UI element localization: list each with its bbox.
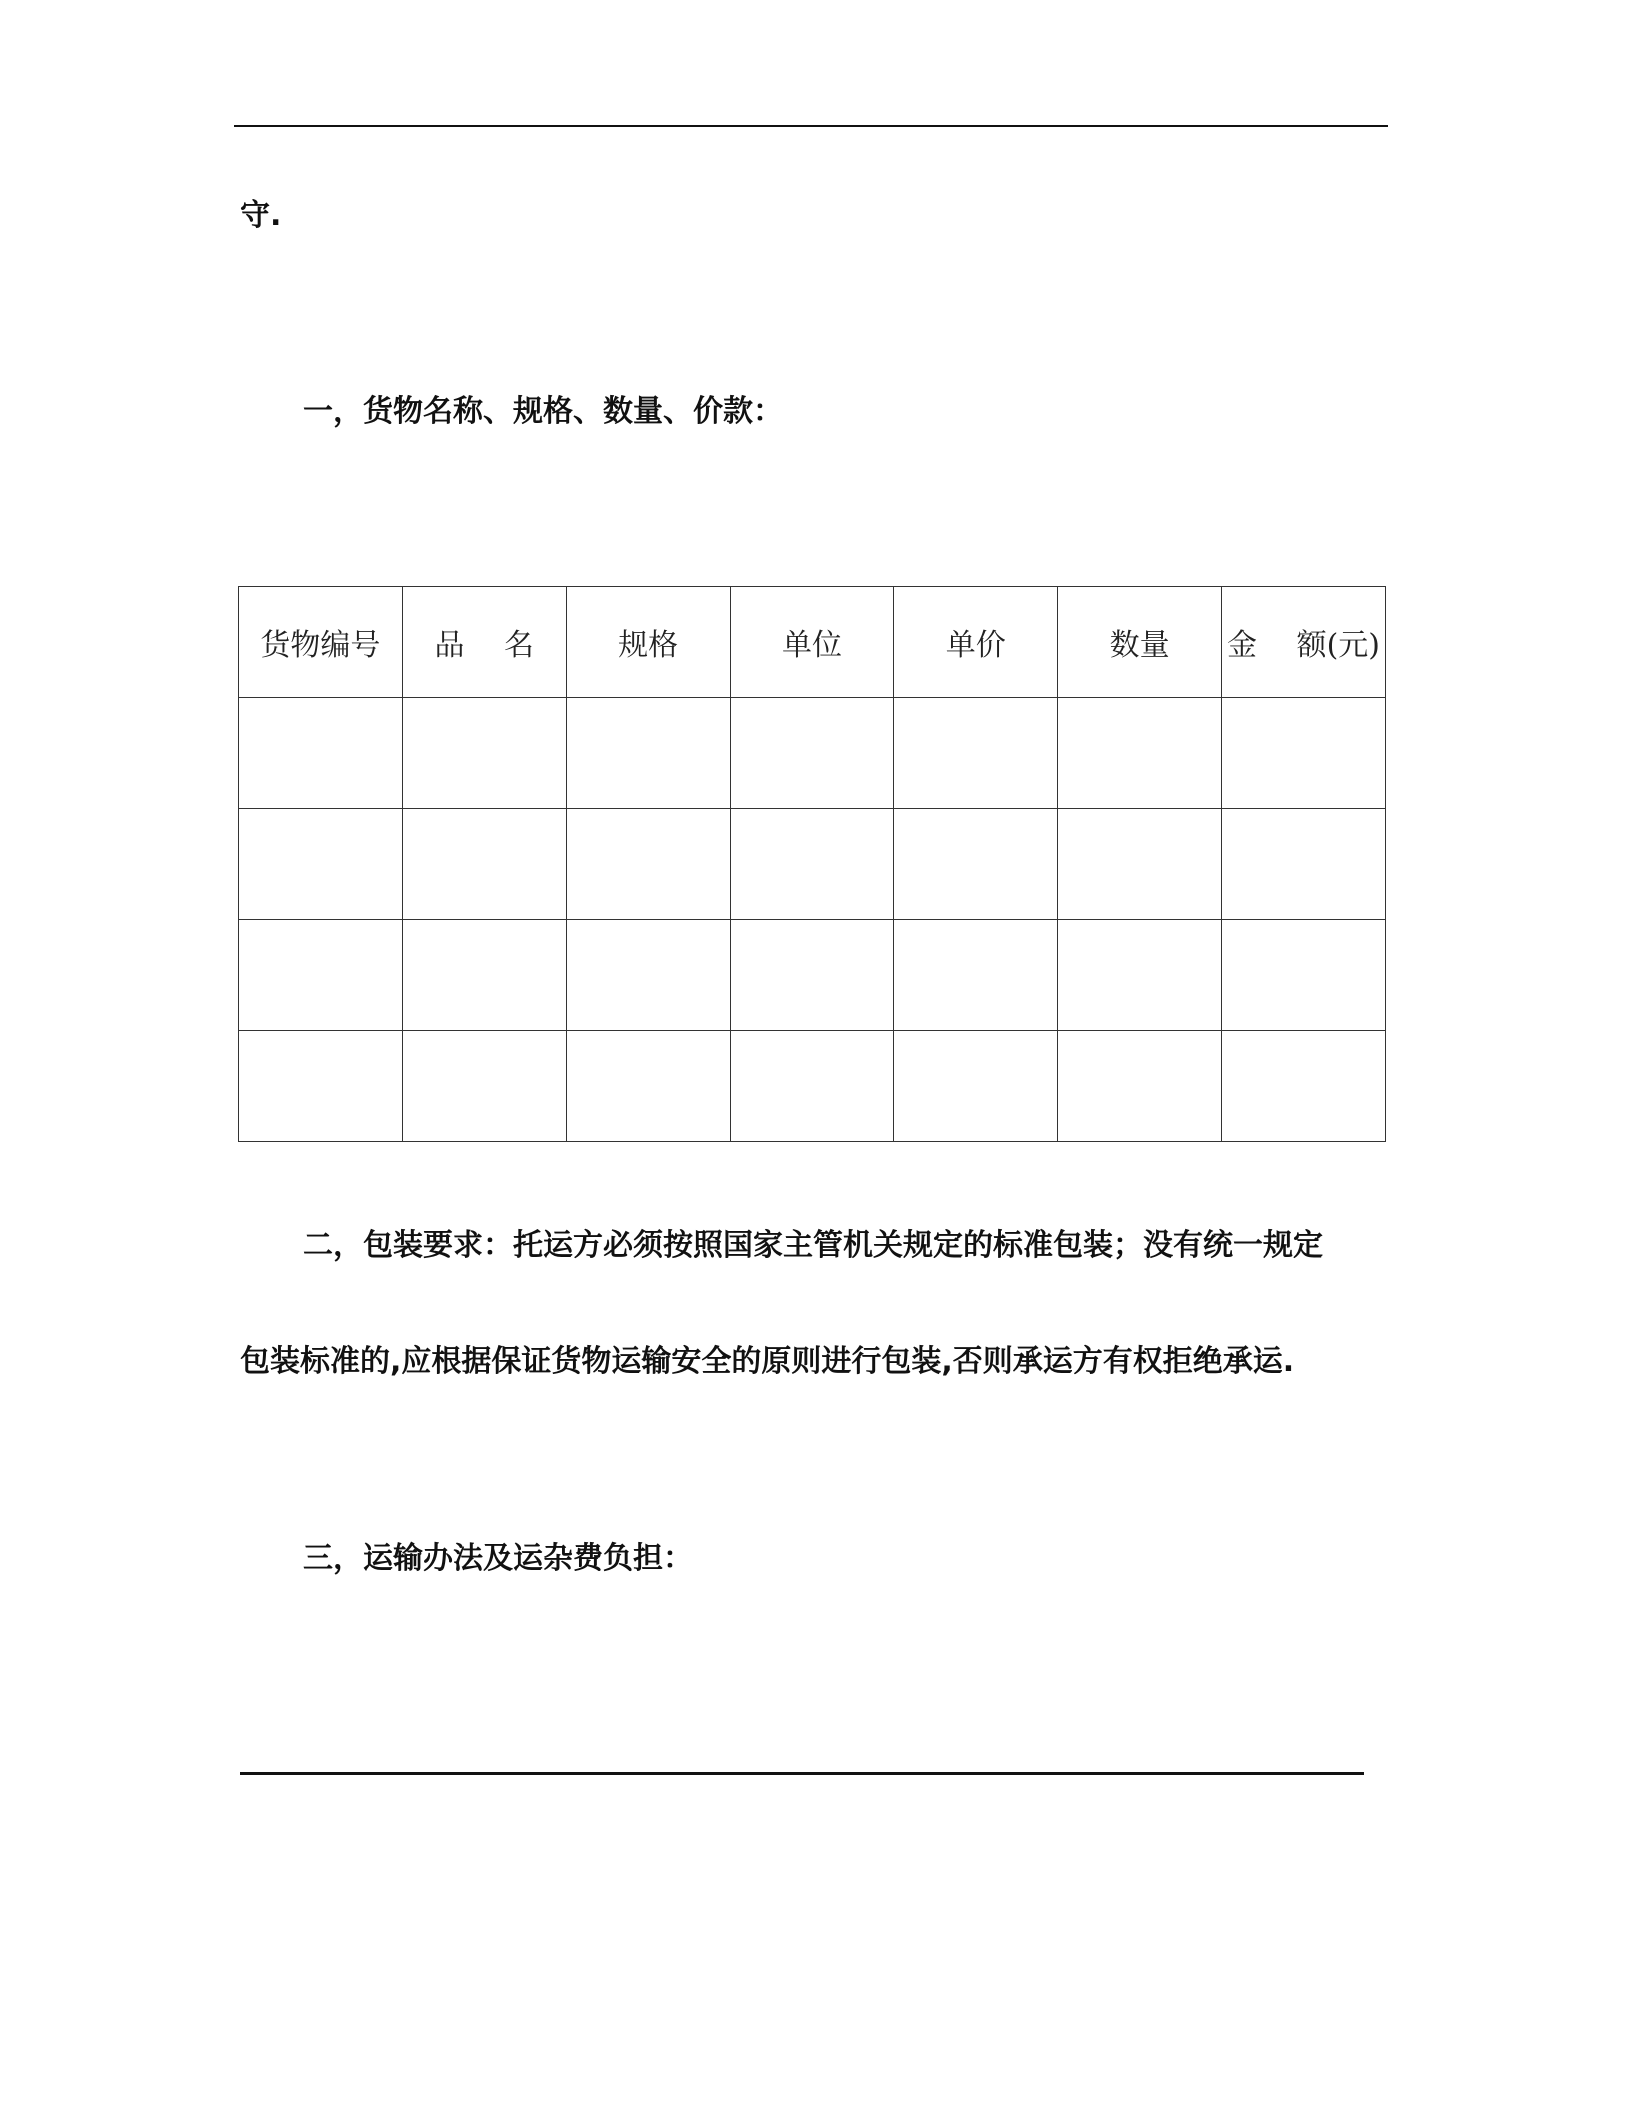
header-specification: 规格 (566, 587, 730, 698)
section-1-heading: 一，货物名称、规格、数量、价款： (303, 394, 783, 429)
table-cell[interactable] (239, 809, 403, 920)
section-2-line-1: 二，包装要求：托运方必须按照国家主管机关规定的标准包装；没有统一规定 (303, 1228, 1323, 1263)
table-cell[interactable] (566, 1031, 730, 1142)
section-3-heading: 三，运输办法及运杂费负担： (303, 1541, 693, 1576)
table-cell[interactable] (566, 809, 730, 920)
table-cell[interactable] (566, 920, 730, 1031)
header-unit-price: 单价 (894, 587, 1058, 698)
table-cell[interactable] (894, 698, 1058, 809)
table-cell[interactable] (239, 1031, 403, 1142)
table-cell[interactable] (1058, 809, 1222, 920)
table-cell[interactable] (402, 920, 566, 1031)
table-cell[interactable] (566, 698, 730, 809)
table-cell[interactable] (239, 920, 403, 1031)
section-2-line-2: 包装标准的,应根据保证货物运输安全的原则进行包装,否则承运方有权拒绝承运. (240, 1344, 1295, 1379)
table-cell[interactable] (730, 809, 894, 920)
header-product-name: 品 名 (402, 587, 566, 698)
table-cell[interactable] (894, 809, 1058, 920)
goods-table (238, 586, 1386, 1142)
table-cell[interactable] (730, 698, 894, 809)
table-cell[interactable] (894, 920, 1058, 1031)
goods-table-header-row (239, 587, 1386, 698)
table-cell[interactable] (402, 809, 566, 920)
table-cell[interactable] (1058, 698, 1222, 809)
header-goods-number: 货物编号 (239, 587, 403, 698)
table-cell[interactable] (1058, 1031, 1222, 1142)
carry-over-text: 守. (240, 198, 282, 233)
table-cell[interactable] (402, 698, 566, 809)
table-cell[interactable] (730, 920, 894, 1031)
table-cell[interactable] (402, 1031, 566, 1142)
table-cell[interactable] (1222, 920, 1386, 1031)
table-cell[interactable] (239, 698, 403, 809)
header-rule (234, 125, 1388, 127)
table-cell[interactable] (894, 1031, 1058, 1142)
table-row (239, 920, 1386, 1031)
table-cell[interactable] (1222, 698, 1386, 809)
table-cell[interactable] (1222, 809, 1386, 920)
table-cell[interactable] (1058, 920, 1222, 1031)
table-cell[interactable] (1222, 1031, 1386, 1142)
table-row (239, 698, 1386, 809)
header-amount: 金 额(元) (1222, 587, 1386, 698)
header-unit: 单位 (730, 587, 894, 698)
table-cell[interactable] (730, 1031, 894, 1142)
fill-in-blank-line[interactable] (240, 1772, 1364, 1775)
header-quantity: 数量 (1058, 587, 1222, 698)
table-row (239, 809, 1386, 920)
table-row (239, 1031, 1386, 1142)
